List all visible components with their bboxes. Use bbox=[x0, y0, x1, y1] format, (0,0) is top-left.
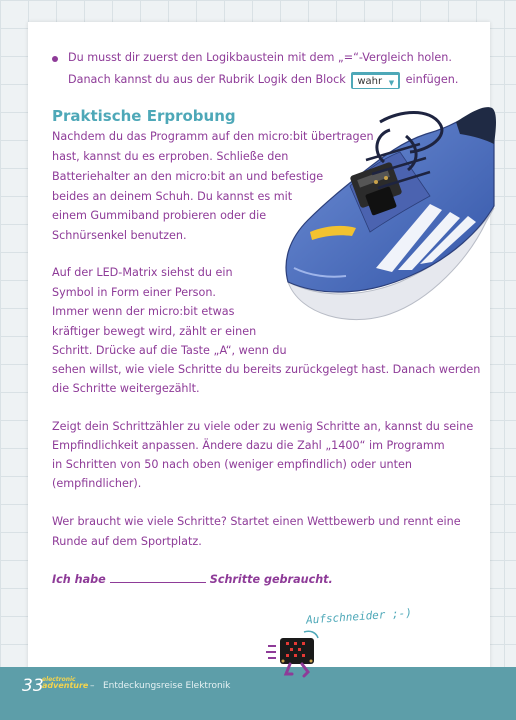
bullet-line-2-before: Danach kannst du aus der Rubrik Logik den Block bbox=[68, 73, 346, 86]
microbit-mascot-image bbox=[264, 628, 324, 678]
steps-blank-field[interactable] bbox=[110, 570, 206, 583]
para2-line-3: Immer wenn der micro:bit etwas bbox=[52, 305, 235, 318]
para3-line-4: (empfindlicher). bbox=[52, 477, 142, 490]
para3-line-3: in Schritten von 50 nach oben (weniger empfindlich) oder unten bbox=[52, 458, 412, 471]
wahr-block-chip bbox=[351, 72, 400, 89]
page-number: 33 bbox=[22, 676, 44, 696]
para2-line-1: Auf der LED-Matrix siehst du ein bbox=[52, 266, 233, 279]
para4-line-1: Wer braucht wie viele Schritte? Startet einen Wettbewerb und rennt eine bbox=[52, 515, 461, 528]
para2-line-6: sehen willst, wie viele Schritte du bereits zurückgelegt hast. Danach werden bbox=[52, 363, 481, 376]
chevron-down-icon: ▼ bbox=[388, 78, 395, 87]
handwritten-note: Aufschneider ;-) bbox=[305, 606, 413, 627]
para1-line-1: Nachdem du das Programm auf den micro:bit übertragen bbox=[52, 130, 374, 143]
footer-separator: – bbox=[90, 681, 95, 691]
para3-line-2: Empfindlichkeit anpassen. Ändere dazu die Zahl „1400“ im Programm bbox=[52, 439, 445, 452]
bullet-line-2-after: einfügen. bbox=[405, 73, 459, 86]
section-heading: Praktische Erprobung bbox=[52, 107, 236, 125]
bullet-dot bbox=[52, 56, 58, 62]
claim-after: Schritte gebraucht. bbox=[209, 573, 333, 586]
para1-line-3: Batteriehalter an den micro:bit an und befestige bbox=[52, 170, 324, 183]
para1-line-6: Schnürsenkel benutzen. bbox=[52, 229, 187, 242]
bullet-line-2 bbox=[68, 70, 458, 90]
para2-line-7: die Schritte weitergezählt. bbox=[52, 382, 200, 395]
para2-line-4: kräftiger bewegt wird, zählt er einen bbox=[52, 325, 257, 338]
para1-line-2: hast, kannst du es erproben. Schließe den bbox=[52, 150, 289, 163]
wahr-block-label: wahr bbox=[357, 75, 383, 87]
para4-line-2: Runde auf dem Sportplatz. bbox=[52, 535, 202, 548]
para2-line-5: Schritt. Drücke auf die Taste „A“, wenn du bbox=[52, 344, 287, 357]
para1-line-4: beides an deinem Schuh. Du kannst es mit bbox=[52, 190, 293, 203]
footer-book-title: Entdeckungsreise Elektronik bbox=[103, 681, 231, 691]
para1-line-5: einem Gummiband probieren oder die bbox=[52, 209, 267, 222]
claim-before: Ich habe bbox=[52, 573, 106, 586]
para2-line-2: Symbol in Form einer Person. bbox=[52, 286, 216, 299]
claim-line bbox=[52, 570, 333, 590]
brand-line-2: adventure bbox=[42, 681, 89, 690]
bullet-line-1: Du musst dir zuerst den Logikbaustein mit dem „=“-Vergleich holen. bbox=[68, 51, 452, 64]
para3-line-1: Zeigt dein Schrittzähler zu viele oder zu wenig Schritte an, kannst du seine bbox=[52, 420, 474, 433]
brand-line-1: electronic bbox=[42, 676, 76, 683]
brand-logo bbox=[42, 677, 88, 690]
footer-band bbox=[0, 667, 516, 720]
running-shoe-image bbox=[280, 100, 500, 332]
